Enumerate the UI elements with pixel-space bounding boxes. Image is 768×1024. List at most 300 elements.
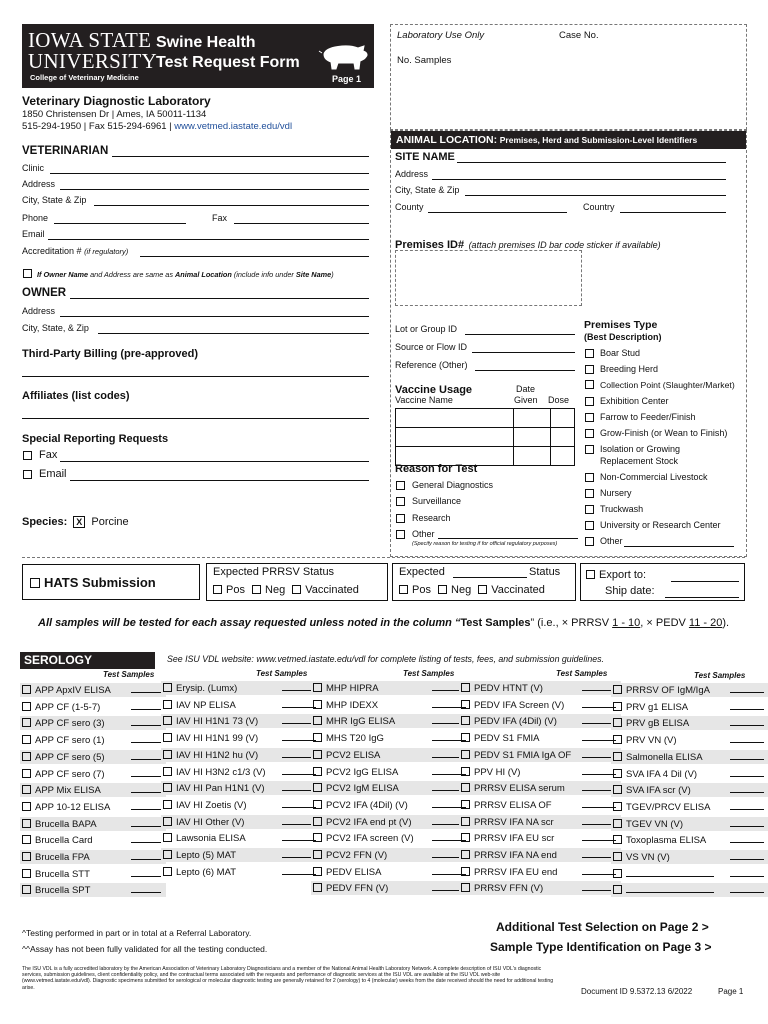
reference-field[interactable] [475, 370, 575, 371]
test-samples-header-5: Test Samples [694, 671, 746, 680]
serology-test-checkbox[interactable] [613, 802, 622, 811]
vaccine-cell[interactable] [551, 428, 575, 447]
footnote-validation: ^^Assay has not been fully validated for all the testing conducted. [22, 944, 268, 954]
test-samples-header-2: Test Samples [256, 669, 308, 678]
serology-test-row[interactable] [161, 681, 321, 695]
serology-test-checkbox[interactable] [461, 817, 470, 826]
test-samples-field[interactable] [131, 817, 161, 827]
special-email-field[interactable] [70, 480, 369, 481]
test-samples-field[interactable] [131, 683, 161, 693]
serology-test-row[interactable] [311, 698, 471, 712]
premises-collection-point-checkbox[interactable] [585, 380, 594, 389]
lab-use-box [390, 24, 747, 130]
lab-use-title: Laboratory Use Only [397, 30, 485, 41]
export-checkbox[interactable] [586, 570, 595, 579]
serology-test-checkbox[interactable] [461, 716, 470, 725]
serology-test-row[interactable] [459, 881, 621, 895]
test-samples-field[interactable] [730, 867, 764, 877]
owner-name-field[interactable] [70, 298, 369, 299]
serology-test-checkbox[interactable] [163, 783, 172, 792]
lot-field[interactable] [465, 334, 575, 335]
serology-test-checkbox[interactable] [613, 685, 622, 694]
serology-test-label: TGEV/PRCV ELISA [626, 801, 711, 813]
hats-checkbox[interactable] [30, 578, 40, 588]
serology-test-label: PEDV HTNT (V) [474, 683, 543, 694]
notice-x2: × [646, 617, 653, 629]
serology-test-checkbox[interactable] [313, 850, 322, 859]
serology-test-row[interactable] [161, 848, 321, 862]
vet-city-label: City, State & Zip [22, 195, 87, 205]
serology-test-checkbox[interactable] [163, 700, 172, 709]
vaccine-cell[interactable] [396, 409, 514, 428]
serology-test-label: MHP HIPRA [326, 683, 379, 694]
prrsv-status-title: Expected PRRSV Status [213, 566, 335, 578]
serology-test-label: IAV HI H1N2 hu (V) [176, 749, 259, 761]
serology-test-label: APP CF sero (7) [35, 768, 105, 780]
expected-neg-checkbox[interactable] [438, 585, 447, 594]
reason-research-checkbox[interactable] [396, 514, 405, 523]
owner-address-field[interactable] [60, 316, 369, 317]
serology-test-row[interactable] [611, 750, 768, 764]
serology-test-checkbox[interactable] [461, 783, 470, 792]
serology-test-checkbox[interactable] [163, 817, 172, 826]
serology-test-checkbox[interactable] [313, 867, 322, 876]
reason-general-checkbox[interactable] [396, 481, 405, 490]
serology-test-row[interactable] [459, 781, 621, 795]
test-samples-field[interactable] [730, 716, 764, 726]
premises-university-checkbox[interactable] [585, 521, 594, 530]
serology-test-row[interactable] [459, 765, 621, 779]
owner-same-checkbox[interactable] [23, 269, 32, 278]
test-samples-field[interactable] [730, 683, 764, 693]
expected-status-box [392, 563, 576, 601]
serology-test-label: APP CF sero (5) [35, 751, 105, 763]
expected-neg-label: Neg [451, 584, 472, 596]
serology-test-checkbox[interactable] [22, 718, 31, 727]
serology-test-checkbox[interactable] [461, 683, 470, 692]
serology-test-row[interactable] [161, 765, 321, 779]
serology-test-row[interactable] [161, 865, 321, 879]
serology-test-checkbox[interactable] [22, 702, 31, 711]
reason-title: Reason for Test [395, 463, 478, 475]
test-samples-header-4: Test Samples [556, 669, 608, 678]
serology-test-row[interactable] [611, 817, 768, 831]
prrsv-pos-checkbox[interactable] [213, 585, 222, 594]
serology-test-row[interactable] [20, 733, 166, 747]
vaccine-cell[interactable] [514, 447, 551, 466]
serology-test-label: PRV gB ELISA [626, 718, 690, 730]
test-samples-field[interactable] [730, 750, 764, 760]
reason-surveillance-label: Surveillance [412, 496, 462, 506]
section-divider [22, 557, 745, 558]
serology-test-row[interactable] [20, 716, 166, 730]
serology-test-checkbox[interactable] [313, 700, 322, 709]
premises-nursery-checkbox[interactable] [585, 489, 594, 498]
serology-test-label: PRRSV IFA EU scr [474, 833, 555, 845]
country-field[interactable] [620, 212, 726, 213]
owner-same-c: Animal Location [175, 270, 232, 279]
export-field[interactable] [671, 581, 739, 582]
test-samples-field[interactable] [131, 883, 161, 893]
serology-test-row[interactable] [611, 800, 768, 814]
lab-address: 1850 Christensen Dr | Ames, IA 50011-1134 [22, 109, 207, 120]
prrsv-vaccinated-checkbox[interactable] [292, 585, 301, 594]
vaccine-cell[interactable] [551, 447, 575, 466]
serology-test-label: PEDV IFA (4Dil) (V) [474, 716, 557, 728]
vet-city-field[interactable] [94, 205, 369, 206]
reason-other-field[interactable] [438, 538, 578, 539]
expected-disease-field[interactable] [453, 577, 527, 578]
serology-test-row[interactable] [311, 681, 471, 695]
serology-test-row[interactable] [311, 865, 471, 879]
fine-print: The ISU VDL is a fully accredited laboratory by the American Association of Veterinary Laboratory Diagnosticians and a member of the National Animal Health Laboratory Network. A complete description of ISU VDL's diagnostic services, submission guidelines, client confidentiality policy, and the contractual terms associated with the requests and performance of diagnostic services at the ISU VDL are available at the ISU VDL web-site (www.vetmed.iastate.edu/vdl). Diagnostic specimens submitted for serological or molecular diagnostic testing are generally retained for 2 (serology) to 4 (molecular) weeks from the date received should the need for additional testing arise. [22, 966, 554, 991]
special-fax-checkbox[interactable] [23, 451, 32, 460]
serology-test-label: PCV2 IFA screen (V) [326, 833, 414, 845]
serology-test-row[interactable] [20, 683, 166, 697]
billing-field[interactable] [22, 376, 369, 377]
serology-test-checkbox[interactable] [313, 750, 322, 759]
serology-test-checkbox[interactable] [163, 833, 172, 842]
serology-test-row[interactable] [20, 783, 166, 797]
serology-test-checkbox[interactable] [461, 867, 470, 876]
premises-truckwash-label: Truckwash [600, 504, 644, 514]
serology-test-row[interactable] [459, 848, 621, 862]
serology-test-checkbox[interactable] [22, 819, 31, 828]
serology-test-checkbox[interactable] [163, 683, 172, 692]
hats-box[interactable] [22, 564, 200, 600]
test-samples-field[interactable] [730, 850, 764, 860]
test-samples-field[interactable] [730, 700, 764, 710]
serology-test-checkbox[interactable] [461, 833, 470, 842]
serology-test-row[interactable] [161, 831, 321, 845]
serology-test-row[interactable] [611, 733, 768, 747]
test-samples-field[interactable] [730, 800, 764, 810]
serology-test-label: IAV HI Other (V) [176, 816, 245, 828]
serology-test-checkbox[interactable] [461, 700, 470, 709]
serology-test-checkbox[interactable] [613, 752, 622, 761]
serology-test-checkbox[interactable] [613, 819, 622, 828]
serology-test-checkbox[interactable] [613, 852, 622, 861]
serology-test-checkbox[interactable] [22, 869, 31, 878]
serology-test-label: APP CF sero (1) [35, 735, 105, 747]
serology-test-row[interactable] [20, 800, 166, 814]
serology-test-label: IAV HI H1N1 99 (V) [176, 733, 259, 745]
serology-test-checkbox[interactable] [613, 769, 622, 778]
lab-website-link[interactable]: www.vetmed.iastate.edu/vdl [174, 121, 293, 132]
serology-test-label: PCV2 IFA end pt (V) [326, 816, 412, 828]
serology-test-checkbox[interactable] [22, 835, 31, 844]
serology-test-row[interactable] [459, 731, 621, 745]
test-samples-field[interactable] [730, 817, 764, 827]
test-samples-field[interactable] [131, 767, 161, 777]
premises-id-note: (attach premises ID bar code sticker if available) [468, 240, 661, 250]
serology-test-checkbox[interactable] [22, 752, 31, 761]
premises-truckwash-checkbox[interactable] [585, 505, 594, 514]
serology-test-checkbox[interactable] [613, 718, 622, 727]
serology-test-checkbox[interactable] [313, 783, 322, 792]
serology-test-checkbox[interactable] [313, 767, 322, 776]
serology-test-label: PRRSV OF IgM/IgA [626, 685, 710, 696]
serology-test-checkbox[interactable] [22, 885, 31, 894]
premises-university-label: University or Research Center [600, 520, 721, 530]
serology-test-checkbox[interactable] [163, 750, 172, 759]
premises-other-field[interactable] [624, 546, 734, 547]
serology-test-row[interactable] [161, 798, 321, 812]
serology-test-checkbox[interactable] [22, 785, 31, 794]
serology-test-row[interactable] [311, 748, 471, 762]
serology-test-label: PRRSV ELISA serum [474, 783, 565, 795]
serology-test-checkbox[interactable] [163, 867, 172, 876]
serology-test-row[interactable] [311, 815, 471, 829]
serology-test-checkbox[interactable] [313, 833, 322, 842]
reason-other-note: (Specify reason for testing if for official regulatory purposes) [412, 541, 558, 547]
serology-test-checkbox[interactable] [22, 802, 31, 811]
serology-test-label: Lawsonia ELISA [176, 833, 246, 845]
expected-vaccinated-checkbox[interactable] [478, 585, 487, 594]
serology-test-checkbox[interactable] [22, 685, 31, 694]
serology-test-checkbox[interactable] [313, 733, 322, 742]
serology-test-checkbox[interactable] [163, 716, 172, 725]
page2-link[interactable]: Additional Test Selection on Page 2 > [496, 920, 709, 934]
owner-same-d: (include info under [231, 270, 296, 279]
veterinarian-name-field[interactable] [112, 156, 369, 157]
serology-test-row[interactable] [459, 714, 621, 728]
serology-test-checkbox[interactable] [613, 835, 622, 844]
serology-test-checkbox[interactable] [313, 716, 322, 725]
pig-icon [318, 42, 370, 72]
serology-test-label: TGEV VN (V) [626, 818, 684, 830]
serology-test-row[interactable] [311, 848, 471, 862]
expected-pos-label: Pos [412, 584, 431, 596]
serology-test-checkbox[interactable] [461, 750, 470, 759]
serology-test-row[interactable] [459, 748, 621, 762]
serology-test-row[interactable] [20, 700, 166, 714]
accreditation-label [22, 246, 128, 256]
serology-test-label: Brucella FPA [35, 852, 90, 863]
owner-same-note [37, 270, 334, 279]
source-field[interactable] [472, 352, 575, 353]
serology-test-checkbox[interactable] [163, 767, 172, 776]
serology-test-row[interactable] [20, 767, 166, 781]
premises-farrow-label: Farrow to Feeder/Finish [600, 412, 696, 422]
form-title-line2: Test Request Form [156, 54, 300, 71]
serology-test-checkbox[interactable] [461, 850, 470, 859]
serology-test-row[interactable] [20, 883, 166, 897]
serology-test-checkbox[interactable] [163, 850, 172, 859]
serology-test-checkbox[interactable] [313, 683, 322, 692]
serology-test-checkbox[interactable] [461, 767, 470, 776]
premises-breeding-herd-checkbox[interactable] [585, 365, 594, 374]
test-samples-field[interactable] [131, 867, 161, 877]
animal-location-subtitle: Premises, Herd and Submission-Level Identifiers [499, 135, 698, 145]
serology-test-row[interactable] [311, 798, 471, 812]
serology-test-row[interactable] [161, 731, 321, 745]
serology-test-row[interactable] [611, 683, 768, 697]
serology-test-row[interactable] [20, 750, 166, 764]
vet-address-label: Address [22, 179, 56, 189]
serology-test-row[interactable] [459, 831, 621, 845]
owner-city-field[interactable] [98, 333, 369, 334]
serology-test-row[interactable] [311, 765, 471, 779]
serology-test-checkbox[interactable] [613, 702, 622, 711]
serology-test-row[interactable] [20, 850, 166, 864]
premises-exhibition-checkbox[interactable] [585, 397, 594, 406]
serology-test-label: Brucella SPT [35, 885, 91, 897]
serology-test-row[interactable] [611, 850, 768, 864]
test-samples-field[interactable] [131, 833, 161, 843]
site-name-field[interactable] [457, 162, 726, 163]
serology-test-row[interactable] [311, 714, 471, 728]
serology-test-row[interactable] [311, 781, 471, 795]
reason-surveillance-checkbox[interactable] [396, 497, 405, 506]
serology-test-label: PCV2 IgG ELISA [326, 766, 399, 778]
county-field[interactable] [428, 212, 567, 213]
notice-range1: 1 - 10 [612, 617, 641, 629]
serology-test-row[interactable] [459, 865, 621, 879]
species-checkbox-checked[interactable]: X [73, 516, 85, 528]
accreditation-field[interactable] [140, 256, 369, 257]
serology-test-row[interactable] [611, 716, 768, 730]
test-samples-field[interactable] [131, 783, 161, 793]
test-samples-field[interactable] [730, 883, 764, 893]
vaccine-cell[interactable] [514, 409, 551, 428]
serology-test-label: PEDV FFN (V) [326, 883, 389, 895]
expected-pos-checkbox[interactable] [399, 585, 408, 594]
reference-label: Reference (Other) [395, 360, 468, 370]
premises-grow-finish-checkbox[interactable] [585, 429, 594, 438]
notice-part3: ” (i.e., [530, 617, 562, 629]
serology-test-row[interactable] [20, 867, 166, 881]
premises-isolation-checkbox[interactable] [585, 445, 594, 454]
notice-part1: All samples will be tested for each assay requested unless noted in the column “ [38, 617, 461, 629]
test-samples-field[interactable] [730, 833, 764, 843]
serology-test-row[interactable] [611, 783, 768, 797]
vet-email-field[interactable] [48, 239, 369, 240]
serology-test-label: Toxoplasma ELISA [626, 835, 707, 847]
serology-test-checkbox[interactable] [461, 800, 470, 809]
footnote-referral: ^Testing performed in part or in total at a Referral Laboratory. [22, 928, 252, 938]
serology-test-checkbox[interactable] [313, 883, 322, 892]
serology-test-row[interactable] [20, 833, 166, 847]
serology-test-row[interactable] [161, 815, 321, 829]
site-city-label: City, State & Zip [395, 185, 460, 195]
page-label: Page 1 [332, 74, 362, 84]
site-city-field[interactable] [465, 195, 726, 196]
serology-test-row[interactable] [611, 700, 768, 714]
serology-test-checkbox[interactable] [163, 733, 172, 742]
clinic-label: Clinic [22, 163, 45, 173]
serology-test-label: PRV g1 ELISA [626, 701, 689, 713]
premises-isolation-label-2: Replacement Stock [600, 456, 679, 466]
test-samples-field[interactable] [131, 800, 161, 810]
test-samples-field[interactable] [730, 733, 764, 743]
serology-website-note: See ISU VDL website: www.vetmed.iastate.edu/vdl for complete listing of tests, fees, and submission guidelines. [167, 654, 604, 664]
affiliates-field[interactable] [22, 418, 369, 419]
serology-test-label: PRRSV ELISA OF [474, 799, 552, 811]
page3-link[interactable]: Sample Type Identification on Page 3 > [490, 940, 712, 954]
premises-sticker-area[interactable] [395, 250, 582, 306]
site-address-field[interactable] [432, 179, 726, 180]
serology-test-row[interactable] [161, 748, 321, 762]
reason-other-checkbox[interactable] [396, 530, 405, 539]
serology-test-checkbox[interactable] [613, 785, 622, 794]
test-samples-field[interactable] [131, 716, 161, 726]
vet-phone-field[interactable] [54, 223, 186, 224]
serology-test-row[interactable] [311, 881, 471, 895]
export-label: Export to: [599, 569, 647, 581]
serology-test-checkbox[interactable] [22, 769, 31, 778]
serology-test-row[interactable] [311, 731, 471, 745]
serology-test-label: Erysip. (Lumx) [176, 683, 238, 694]
test-samples-field[interactable] [131, 850, 161, 860]
serology-test-row[interactable] [20, 817, 166, 831]
test-samples-field[interactable] [131, 750, 161, 760]
test-samples-field[interactable] [131, 733, 161, 743]
serology-test-row[interactable] [161, 781, 321, 795]
serology-test-row[interactable] [611, 883, 768, 897]
premises-breeding-herd-label: Breeding Herd [600, 364, 659, 374]
ship-date-field[interactable] [665, 597, 739, 598]
serology-test-row[interactable] [161, 714, 321, 728]
special-fax-field[interactable] [60, 461, 369, 462]
premises-noncommercial-checkbox[interactable] [585, 473, 594, 482]
vaccine-cell[interactable] [551, 409, 575, 428]
test-samples-field[interactable] [730, 783, 764, 793]
serology-test-row[interactable] [459, 698, 621, 712]
serology-test-row[interactable] [611, 867, 768, 881]
serology-test-label: IAV NP ELISA [176, 699, 236, 711]
premises-boar-stud-checkbox[interactable] [585, 349, 594, 358]
vaccine-cell[interactable] [514, 428, 551, 447]
clinic-field[interactable] [50, 173, 369, 174]
serology-test-label: APP CF (1-5-7) [35, 701, 101, 713]
serology-test-checkbox[interactable] [22, 735, 31, 744]
test-samples-field[interactable] [131, 700, 161, 710]
serology-test-row[interactable] [459, 815, 621, 829]
special-email-checkbox[interactable] [23, 470, 32, 479]
serology-test-checkbox[interactable] [613, 735, 622, 744]
serology-test-row[interactable] [611, 767, 768, 781]
serology-test-row[interactable] [311, 831, 471, 845]
serology-test-checkbox[interactable] [163, 800, 172, 809]
premises-other-checkbox[interactable] [585, 537, 594, 546]
serology-title: SEROLOGY [24, 653, 93, 667]
serology-test-checkbox[interactable] [313, 800, 322, 809]
vet-address-field[interactable] [60, 189, 369, 190]
source-label: Source or Flow ID [395, 342, 468, 352]
accreditation-text: Accreditation # [22, 246, 82, 256]
prrsv-neg-checkbox[interactable] [252, 585, 261, 594]
premises-farrow-checkbox[interactable] [585, 413, 594, 422]
serology-test-checkbox[interactable] [461, 733, 470, 742]
serology-test-checkbox[interactable] [22, 852, 31, 861]
serology-test-checkbox[interactable] [313, 817, 322, 826]
serology-test-row[interactable] [459, 798, 621, 812]
serology-test-row[interactable] [459, 681, 621, 695]
serology-test-row[interactable] [611, 833, 768, 847]
vaccine-cell[interactable] [396, 428, 514, 447]
country-label: Country [583, 202, 615, 212]
serology-test-row[interactable] [161, 698, 321, 712]
vet-fax-field[interactable] [234, 223, 369, 224]
test-samples-field[interactable] [730, 767, 764, 777]
serology-test-checkbox[interactable] [613, 885, 622, 894]
college-name: College of Veterinary Medicine [30, 73, 139, 82]
serology-test-checkbox[interactable] [613, 869, 622, 878]
serology-test-checkbox[interactable] [461, 883, 470, 892]
vaccine-name-header: Vaccine Name [395, 395, 453, 405]
expected-status-label: Status [529, 566, 561, 578]
